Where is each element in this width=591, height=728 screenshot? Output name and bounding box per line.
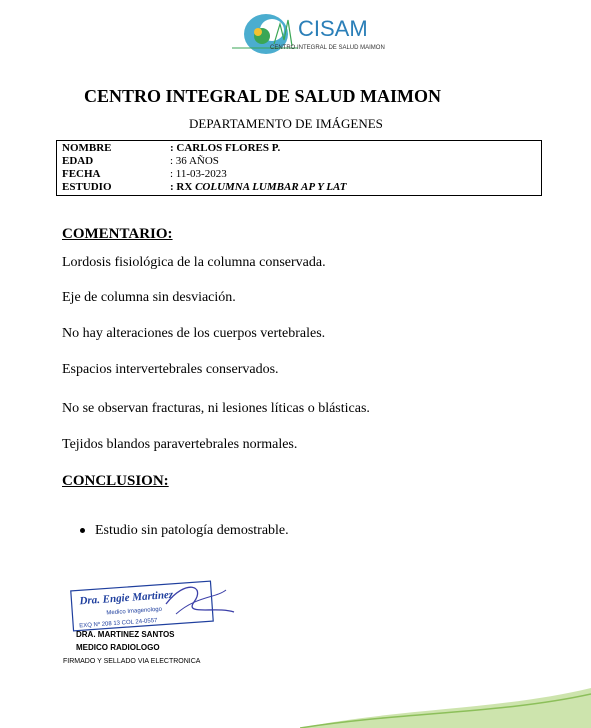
edad-label: EDAD [62, 155, 94, 167]
comentario-line: Lordosis fisiológica de la columna conservada. [62, 255, 326, 270]
nombre-value: : CARLOS FLORES P. [170, 142, 281, 154]
page-title: CENTRO INTEGRAL DE SALUD MAIMON [84, 86, 442, 106]
bullet-icon [80, 528, 85, 533]
conclusion-heading: CONCLUSION: [62, 473, 169, 489]
svg-text:Medico Imagenologo: Medico Imagenologo [106, 606, 163, 617]
fecha-label: FECHA [62, 168, 101, 180]
comentario-line: No hay alteraciones de los cuerpos vertebrales. [62, 326, 326, 341]
patient-info-box [56, 140, 542, 196]
comentario-line: No se observan fracturas, ni lesiones líticas o blásticas. [62, 401, 370, 416]
conclusion-item: Estudio sin patología demostrable. [80, 523, 289, 539]
estudio-value: : RX COLUMNA LUMBAR AP Y LAT [170, 181, 347, 193]
svg-text:Dra. Engie Martinez: Dra. Engie Martinez [79, 588, 174, 608]
fecha-value: : 11-03-2023 [170, 168, 227, 180]
comentario-heading: COMENTARIO: [62, 226, 173, 242]
svg-text:EXQ Nº 208 13 COL 24-0557: EXQ Nº 208 13 COL 24-0557 [79, 617, 158, 630]
estudio-label: ESTUDIO [62, 181, 112, 193]
nombre-label: NOMBRE [62, 142, 112, 154]
edad-value: : 36 AÑOS [170, 155, 219, 167]
footer-decoration [300, 688, 591, 728]
signature-note: FIRMADO Y SELLADO VIA ELECTRONICA [63, 658, 201, 665]
doctor-stamp-signature [66, 576, 242, 632]
signer-name: DRA. MARTINEZ SANTOS [76, 630, 175, 639]
comentario-line: Tejidos blandos paravertebrales normales. [62, 437, 298, 452]
department-title: DEPARTAMENTO DE IMÁGENES [189, 116, 383, 131]
comentario-line: Eje de columna sin desviación. [62, 290, 236, 305]
logo-text: CISAM [298, 16, 368, 41]
logo-tagline: CENTRO INTEGRAL DE SALUD MAIMON [270, 45, 385, 51]
signer-title: MEDICO RADIOLOGO [76, 643, 160, 652]
comentario-line: Espacios intervertebrales conservados. [62, 362, 279, 377]
